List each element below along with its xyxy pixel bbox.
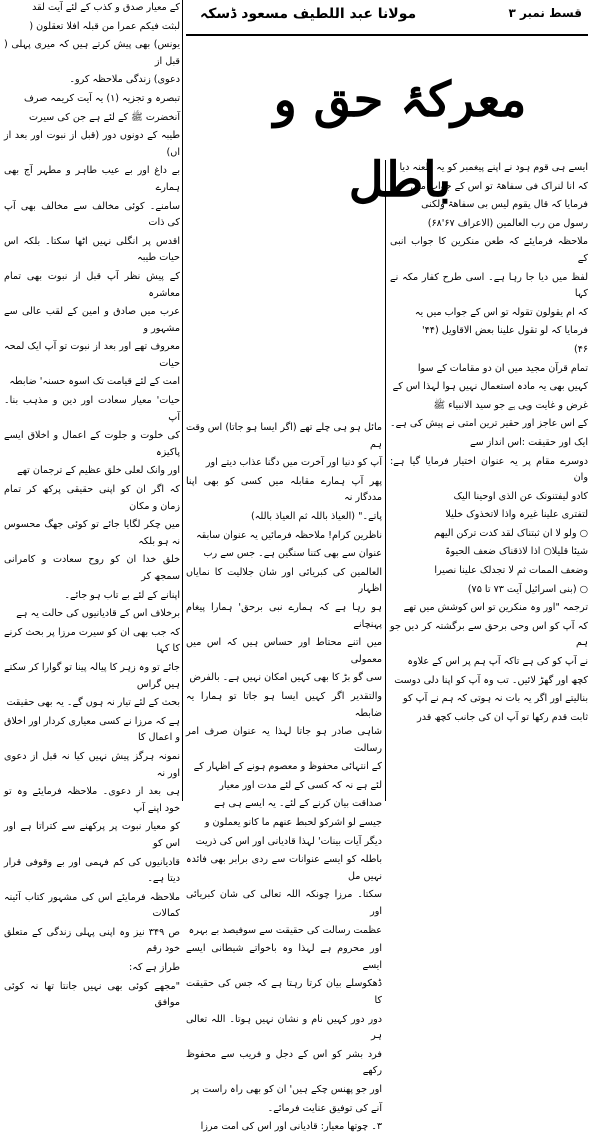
left-column-line: لبثت فیکم عمرا من قبلہ افلا تعقلون (	[29, 20, 180, 32]
left-column-line: بے داغ اور بے عیب طاہر و مطہر آج بھی ہمارے	[4, 165, 180, 193]
left-column-line: قادیانیوں کی کم فہمی اور بے وقوفی قرار دیتا ہے۔	[4, 856, 180, 885]
right-column-line: تمام قرآن مجید میں ان دو مقامات کے سوا	[417, 362, 588, 374]
left-column-line: خلق خدا ان کو روح سعادت و کامرانی سمجھ کر	[4, 554, 180, 582]
left-column-line: امت کے لئے قیامت تک اسوہ حسنہ' ضابطہ	[9, 376, 180, 388]
right-column-line: ۴۶)	[573, 343, 588, 355]
right-column-line: ملاحظہ فرمایئے کہ طعن منکرین کا جواب انبی کے	[390, 236, 588, 264]
left-column-line: دعوی) زندگی ملاحظہ کرو۔	[69, 74, 180, 86]
right-column-line: کادو لیفتنونک عن الذی اوحینا الیک	[453, 490, 588, 502]
middle-column-line: ہو رہا ہے کہ ہمارے نبی برحق' ہمارا پیغام پہنچانے	[186, 601, 382, 630]
left-column-line: کہ اگر ان کو اپنی حقیقی پرکھ کر تمام زمان و مکان	[4, 484, 180, 512]
left-column-line: حیات' معیار سعادت اور دین و مذہب بنا۔ آپ	[4, 395, 180, 423]
middle-column-line: اور محروم ہے لہذا وہ باخواتے شیطانی ایسے ایسے	[186, 943, 382, 971]
left-column-line: تبصرہ و تجزیہ (۱) یہ آیت کریمہ صرف	[23, 92, 180, 104]
right-column-line: شیئا قلیلا○ اذا لاذقناک ضعف الحیوۃ	[444, 546, 588, 558]
left-column-line: ہے کہ مرزا نے کسی معیاری کردار اور اخلاق و اعمال کا	[4, 715, 180, 744]
author-byline: مولانا عبد اللطیف مسعود ڈسکہ	[200, 6, 417, 22]
left-column-line: کو معیار نبوت پر پرکھنے سے کتراتا ہے اور اس کو	[4, 821, 180, 849]
right-column-line: کہیں بھی یہ مادہ استعمال نہیں ہوا لہذا اس کے	[392, 381, 588, 393]
middle-column-line: جیسے لو اشرکو لحبط عنھم ما کانو یعملون و	[204, 817, 382, 829]
right-column-line: لفظ میں دیا جا رہا ہے۔ اسی طرح کفار مکہ نے کہا	[390, 271, 588, 300]
header-rule	[186, 34, 588, 36]
right-column-line: ○ ولو لا ان ثبتناک لقد کدت ترکن الیھم	[434, 527, 588, 539]
left-column-line: کہ جب بھی ان کو سیرت مرزا پر بحث کرنے کا کہا	[4, 626, 180, 655]
middle-column	[186, 420, 382, 1133]
right-column-line: کے اس عاجز اور حقیر ترین امتی نے پیش کی ہے۔	[390, 418, 588, 430]
article-headline: معرکۂ حق و باطل	[273, 72, 527, 208]
left-column-line: ص ۳۴۹ نیز وہ اپنی پہلی زندگی کے متعلق خود رقم	[4, 926, 180, 955]
left-column-line: اقدس پر انگلی نہیں اٹھا سکتا۔ بلکہ اس حیات طیبہ	[4, 235, 180, 264]
middle-column-line: فرد بشر کو اس کے دجل و فریب سے محفوظ رکھے	[186, 1048, 382, 1077]
left-column	[4, 0, 180, 1009]
right-column	[390, 160, 588, 800]
left-column-line: سامنے۔ کوئی مخالف سے مخالف بھی آپ کی ذات	[4, 200, 180, 229]
right-column-line: بنالیتے اور اگر یہ بات نہ ہوتی کہ ہم نے آپ کو	[403, 693, 588, 705]
left-column-line: "مجھے کوئی بھی نہیں جانتا تھا نہ کوئی موافق	[4, 980, 180, 1009]
right-column-line: کہ آپ کو اس وحی برحق سے برگشتہ کر دیں جو ہم	[390, 620, 588, 649]
series-label: قسط نمبر ۳	[508, 6, 582, 20]
middle-column-line: آنے کی توفیق عنایت فرمائے۔	[267, 1102, 382, 1114]
right-column-line: کہ انا لنراک فی سفاھۃ تو اس کے جواب میں	[410, 180, 588, 192]
column-divider-left	[182, 0, 183, 801]
middle-column-line: کے انتہائی محفوظ و معصوم ہونے کے اظہار کے	[193, 761, 382, 773]
middle-column-line: العالمین کی کبریائی اور شان جلالیت کا نمایاں اظہار	[186, 566, 382, 595]
middle-column-line: سکتا۔ مرزا چونکہ اللہ تعالی کی شان کبریائی اور	[186, 889, 382, 918]
middle-column-line: دیگر آیات بینات' لہذا قادیانی اور اس کی ذریت	[195, 835, 382, 847]
left-column-line: میں چکر لگایا جائے تو کوئی جھگ محسوس نہ ہو بلکہ	[4, 519, 180, 547]
middle-column-line: شاہی صادر ہو جاتا لہذا یہ عنوان صرف امر رسالت	[186, 726, 382, 754]
right-column-line: رسول من رب العالمین (الاعراف ۶۷'۶۸)	[427, 217, 588, 229]
left-column-line: جائے تو وہ زہر کا پیالہ پینا تو گوارا کر سکتے ہیں گراس	[4, 661, 180, 690]
right-column-line: فرمایا کہ لو تقول علینا بعض الاقاویل (۴۴'	[422, 325, 588, 337]
right-column-line: غرض و غایت وہی ہے جو سید الانبیاء ﷺ	[433, 399, 588, 411]
right-column-line: ثابت قدم رکھا تو آپ ان کی جانب کچھ قدر	[417, 711, 588, 723]
middle-column-line: مائل ہو ہی چلے تھے (اگر ایسا ہو جاتا) اس وقت ہم	[186, 422, 382, 450]
right-column-line: نے آپ کو کی ہے تاکہ آپ ہم پر اس کے علاوہ	[407, 656, 588, 668]
left-column-line: طراز ہے کہ:	[129, 962, 180, 974]
middle-column-line: میں اتنے محتاط اور حساس ہیں کہ اس میں معمولی	[186, 637, 382, 665]
middle-column-line: پھر آپ ہمارے مقابلہ میں کسی کو بھی اپنا مددگار نہ	[186, 475, 382, 504]
left-column-line: نمونہ ہرگز پیش نہیں کیا نہ قبل از دعوی اور نہ	[4, 750, 180, 779]
right-column-line: لتفتری علینا غیرہ واذا لاتخذوک خلیلا	[445, 509, 588, 521]
left-column-line: کے پیش نظر آپ قبل از نبوت بھی تمام معاشرہ	[4, 270, 180, 299]
right-column-line: کہ ام یقولون تقولہ تو اس کے جواب میں یہ	[414, 306, 588, 318]
middle-column-line: آپ کو دنیا اور آخرت میں دگنا عذاب دیتے اور	[205, 457, 382, 469]
left-column-line: کی خلوت و جلوت کے اعمال و اخلاق ایسے پاکیزہ	[4, 430, 180, 458]
right-column-line: دوسرے مقام پر یہ عنوان اختیار فرمایا گیا ہے: وان	[390, 455, 588, 484]
left-column-line: ہی بعد از دعوی۔ ملاحظہ فرمایئے وہ تو خود اپنے آپ	[4, 786, 180, 814]
middle-column-line: ناظرین کرام! ملاحظہ فرمائیں یہ عنوان سابقہ	[196, 529, 382, 541]
left-column-line: یونس) بھی پیش کرتے ہیں کہ میری پہلی ( قبل از	[4, 39, 180, 67]
left-column-line: عرب میں صادق و امین کے لقب عالی سے مشہور و	[4, 306, 180, 334]
left-column-line: آنخضرت ﷺ کے لئے ہے جن کی سیرت	[28, 111, 180, 123]
middle-column-line: صداقت بیان کرنے کے لئے۔ یہ ایسے ہی ہے	[214, 798, 382, 810]
column-divider-middle	[385, 160, 386, 801]
left-column-line: برخلاف اس کے قادیانیوں کی حالت یہ ہے	[16, 608, 180, 620]
middle-column-line: ڈھکوسلے بیان کرتا رہتا ہے کہ جس کی حقیقت کا	[186, 978, 382, 1006]
right-column-line: ایک اور حقیقت :اس انداز سے	[470, 436, 588, 448]
middle-column-line: لئے ہے نہ کہ کسی کے لئے مدت اور معیار	[219, 779, 382, 791]
middle-column-line: باطلہ کو ایسے عنوانات سے ردی برابر بھی فائدہ نہیں مل	[186, 854, 382, 882]
right-column-line: ○ (بنی اسرائیل آیت ۷۳ تا ۷۵)	[467, 583, 588, 595]
left-column-line: معروف تھے اور بعد از نبوت تو آپ ایک لمحہ حیات	[4, 341, 180, 369]
middle-column-line: پاتے۔" (العیاذ باللہ ثم العیاذ باللہ)	[251, 510, 382, 522]
right-column-line: فرمایا کہ قال یقوم لیس بی سفاھۃ ولکنی	[421, 199, 588, 211]
middle-column-line: عظمت رسالت کی حقیقت سے سوفیصد بے بہرہ	[188, 924, 382, 936]
left-column-line: ملاحظہ فرمایئے اس کی مشہور کتاب آئینہ کمالات	[4, 891, 180, 920]
right-column-line: کچھ اور گھڑ لائیں۔ تب وہ آپ کو اپنا دلی دوست	[394, 674, 588, 686]
left-column-line: طیبہ کے دونوں دور (قبل از نبوت اور بعد از اں)	[4, 130, 180, 158]
left-column-line: اور وانک لعلی خلق عظیم کے ترجمان تھے	[17, 465, 180, 477]
left-column-line: بحث کے لئے تیار نہ ہوں گے۔ یہ بھی حقیقت	[6, 697, 180, 709]
middle-column-line: سی گو بڑ کا بھی کہیں امکان نہیں ہے۔ بالفرض	[189, 672, 382, 684]
middle-column-line: والتقدیر اگر کہیں ایسا ہو جاتا تو ہمارا یہ ضابطہ	[186, 690, 382, 719]
right-column-line: ایسے ہی قوم ہود نے اپنے پیغمبر کو یہ طعنہ دیا	[399, 162, 588, 173]
left-column-line: کے معیار صدق و کذب کے لئے آیت لقد	[32, 2, 180, 13]
middle-column-line: دور دور کہیں نام و نشان نہیں ہوتا۔ اللہ تعالی ہر	[186, 1013, 382, 1042]
middle-column-line: ۳۔ چوتھا معیار: قادیانی اور اس کی امت مرزا	[200, 1121, 382, 1133]
middle-column-line: اور جو پھنس چکے ہیں' ان کو بھی راہ راست پر	[191, 1083, 382, 1095]
middle-column-line: عنوان سے بھی کتنا سنگین ہے۔ جس سے رب	[203, 548, 382, 560]
right-column-line: وضعف الممات ثم لا تجدلک علینا نصیرا	[434, 565, 588, 577]
right-column-line: ترجمہ "اور وہ منکرین تو اس کوشش میں تھے	[403, 602, 588, 614]
left-column-line: اپنانے کے لئے بے تاب ہو جائے۔	[64, 589, 180, 601]
